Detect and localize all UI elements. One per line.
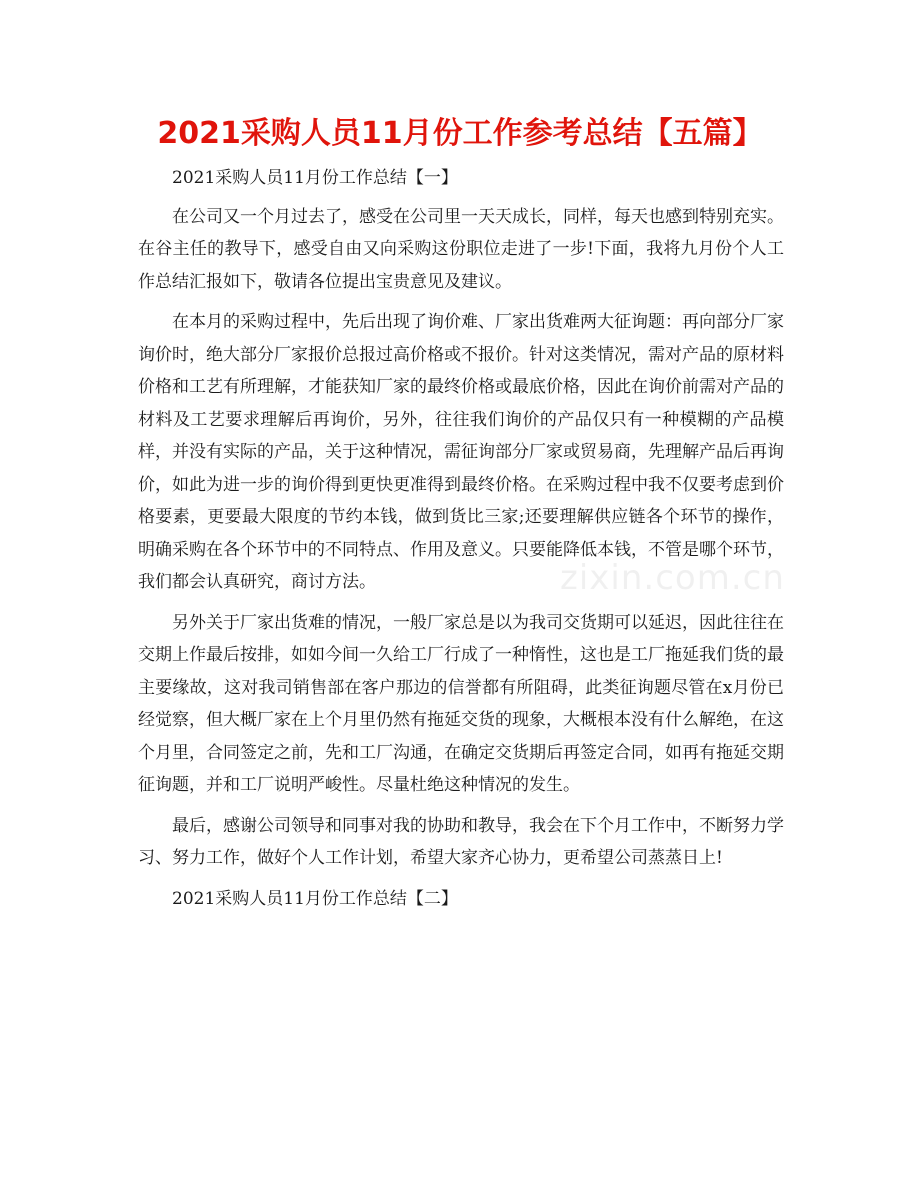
document-body: [138, 162, 784, 921]
paragraph-4: 最后，感谢公司领导和同事对我的协助和教导，我会在下个月工作中，不断努力学习、努力工作，做好个人工作计划，希望大家齐心协力，更希望公司蒸蒸日上!: [138, 815, 784, 868]
watermark: zixin.com.cn: [560, 558, 785, 598]
section-1-heading: 2021采购人员11月份工作总结【一】: [172, 168, 458, 188]
document-title: 2021采购人员11月份工作参考总结【五篇】: [157, 116, 763, 151]
paragraph-1: 在公司又一个月过去了，感受在公司里一天天成长，同样，每天也感到特别充实。在谷主任的教导下，感受自由又向采购这份职位走进了一步!下面，我将九月份个人工作总结汇报如下，敬请各位提出宝贵意见及建议。: [138, 206, 784, 292]
paragraph-2: 在本月的采购过程中，先后出现了询价难、厂家出货难两大征询题：再向部分厂家询价时，绝大部分厂家报价总报过高价格或不报价。针对这类情况，需对产品的原材料价格和工艺有所理解，才能获知厂家的最终价格或最底价格，因此在询价前需对产品的材料及工艺要求理解后再询价，另外，往往我们询价的产品仅只有一种模糊的产品模样，并没有实际的产品，关于这种情况，需征询部分厂家或贸易商，先理解产品后再询价，如此为进一步的询价得到更快更准得到最终价格。在采购过程中我不仅要考虑到价格要素，更要最大限度的节约本钱，做到货比三家;还要理解供应链各个环节的操作，明确采购在各个环节中的不同特点、作用及意义。只要能降低本钱，不管是哪个环节，我们都会认真研究，商讨方法。: [138, 312, 784, 592]
paragraph-3: 另外关于厂家出货难的情况，一般厂家总是以为我司交货期可以延迟，因此往往在交期上作最后按排，如如今间一久给工厂行成了一种惰性，这也是工厂拖延我们货的最主要缘故，这对我司销售部在客户那边的信誉都有所阻碍，此类征询题尽管在x月份已经觉察，但大概厂家在上个月里仍然有拖延交货的现象，大概根本没有什么解绝，在这个月里，合同签定之前，先和工厂沟通，在确定交货期后再签定合同，如再有拖延交期征询题，并和工厂说明严峻性。尽量杜绝这种情况的发生。: [138, 612, 784, 795]
section-2-heading: 2021采购人员11月份工作总结【二】: [172, 888, 458, 909]
